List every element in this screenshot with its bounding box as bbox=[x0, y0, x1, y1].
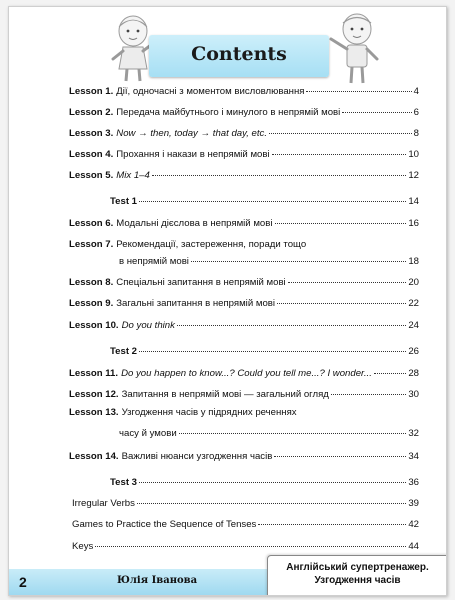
toc-entry-title-continued: в непрямій мові bbox=[119, 256, 189, 267]
toc-entry-label: Lesson 1. bbox=[69, 86, 114, 97]
toc-page-number: 36 bbox=[408, 477, 419, 488]
toc-entry-title: Do you happen to know...? Could you tell me...? I wonder... bbox=[121, 368, 372, 379]
toc-leader-dots bbox=[191, 261, 406, 262]
toc-entry-label: Lesson 5. bbox=[69, 170, 114, 181]
contents-banner bbox=[149, 35, 329, 77]
toc-leader-dots bbox=[272, 154, 407, 155]
page-footer bbox=[9, 562, 446, 595]
toc-entry-label: Lesson 6. bbox=[69, 218, 114, 229]
toc-entry bbox=[69, 170, 419, 182]
toc-leader-dots bbox=[374, 373, 406, 374]
toc-page-number: 32 bbox=[408, 428, 419, 439]
toc-entry-title: Спеціальні запитання в непрямій мові bbox=[116, 277, 286, 288]
toc-entry-label: Lesson 4. bbox=[69, 149, 114, 160]
toc-entry bbox=[69, 519, 419, 531]
toc-page-number: 34 bbox=[408, 451, 419, 462]
toc-entry bbox=[69, 498, 419, 510]
toc-entry-label: Lesson 13. bbox=[69, 407, 119, 418]
toc-entry-title: Прохання і накази в непрямій мові bbox=[116, 149, 270, 160]
book-title-line-2: Узгодження часів bbox=[314, 575, 401, 586]
toc-leader-dots bbox=[137, 503, 406, 504]
toc-leader-dots bbox=[179, 433, 407, 434]
toc-entry-label: Lesson 8. bbox=[69, 277, 114, 288]
toc-leader-dots bbox=[95, 546, 406, 547]
toc-entry-title: Передача майбутнього і минулого в непрямій мові bbox=[116, 107, 341, 118]
boy-figure-icon bbox=[325, 11, 387, 85]
toc-leader-dots bbox=[277, 303, 406, 304]
toc-leader-dots bbox=[331, 394, 406, 395]
toc-page-number: 44 bbox=[408, 541, 419, 552]
toc-page-number: 12 bbox=[408, 170, 419, 181]
toc-entry-title: Keys bbox=[72, 541, 94, 552]
toc-entry-title: Games to Practice the Sequence of Tenses bbox=[72, 519, 257, 530]
toc-leader-dots bbox=[139, 351, 406, 352]
toc-entry bbox=[69, 218, 419, 230]
page-title: Contents bbox=[191, 43, 287, 65]
toc-entry-label: Lesson 9. bbox=[69, 298, 114, 309]
book-page bbox=[8, 6, 447, 596]
toc-entry-title: Узгодження часів у підрядних реченнях bbox=[121, 407, 297, 418]
toc-entry-label: Test 1 bbox=[110, 196, 138, 207]
toc-entry-label: Test 2 bbox=[110, 346, 138, 357]
toc-page-number: 14 bbox=[408, 196, 419, 207]
toc-entry bbox=[69, 277, 419, 289]
page-number: 2 bbox=[19, 574, 27, 590]
toc-test-entry bbox=[110, 196, 419, 208]
toc-page-number: 8 bbox=[413, 128, 419, 139]
toc-leader-dots bbox=[269, 133, 412, 134]
toc-page-number: 20 bbox=[408, 277, 419, 288]
toc-page-number: 42 bbox=[408, 519, 419, 530]
toc-page-number: 30 bbox=[408, 389, 419, 400]
toc-entry-title: Now → then, today → that day, etc. bbox=[116, 128, 267, 139]
toc-entry-continuation bbox=[119, 428, 419, 440]
toc-leader-dots bbox=[152, 175, 406, 176]
book-title-line-1: Англійський супертренажер. bbox=[286, 562, 429, 573]
toc-entry bbox=[69, 298, 419, 310]
toc-page-number: 16 bbox=[408, 218, 419, 229]
toc-entry bbox=[69, 239, 419, 251]
toc-entry bbox=[69, 86, 419, 98]
toc-page-number: 28 bbox=[408, 368, 419, 379]
toc-page-number: 18 bbox=[408, 256, 419, 267]
toc-entry-label: Lesson 12. bbox=[69, 389, 119, 400]
toc-entry bbox=[69, 389, 419, 401]
toc-page-number: 10 bbox=[408, 149, 419, 160]
toc-entry bbox=[69, 541, 419, 553]
toc-entry-title: Mix 1–4 bbox=[116, 170, 150, 181]
toc-leader-dots bbox=[288, 282, 407, 283]
toc-page-number: 22 bbox=[408, 298, 419, 309]
toc-test-entry bbox=[110, 477, 419, 489]
toc-page-number: 39 bbox=[408, 498, 419, 509]
toc-entry-title-continued: часу й умови bbox=[119, 428, 177, 439]
toc-entry-title: Рекомендації, застереження, поради тощо bbox=[116, 239, 307, 250]
author-name: Юлія Іванова bbox=[117, 575, 198, 586]
toc-entry-continuation bbox=[119, 256, 419, 268]
toc-entry-label: Lesson 2. bbox=[69, 107, 114, 118]
toc-leader-dots bbox=[258, 524, 406, 525]
toc-entry-title: Модальні дієслова в непрямій мові bbox=[116, 218, 273, 229]
toc-entry-label: Test 3 bbox=[110, 477, 138, 488]
toc-leader-dots bbox=[177, 325, 406, 326]
toc-leader-dots bbox=[139, 482, 406, 483]
toc-test-entry bbox=[110, 346, 419, 358]
toc-leader-dots bbox=[275, 223, 407, 224]
toc-entry-label: Lesson 7. bbox=[69, 239, 114, 250]
toc-page-number: 24 bbox=[408, 320, 419, 331]
toc-leader-dots bbox=[139, 201, 406, 202]
toc-entry bbox=[69, 149, 419, 161]
toc-leader-dots bbox=[306, 91, 411, 92]
toc-entry-title: Irregular Verbs bbox=[72, 498, 135, 509]
toc-entry-title: Важливі нюанси узгодження часів bbox=[121, 451, 273, 462]
toc-leader-dots bbox=[342, 112, 411, 113]
toc-entry-label: Lesson 3. bbox=[69, 128, 114, 139]
toc-entry-title: Загальні запитання в непрямій мові bbox=[116, 298, 276, 309]
toc-entry-title: Do you think bbox=[121, 320, 175, 331]
toc-entry bbox=[69, 368, 419, 380]
toc-leader-dots bbox=[274, 456, 406, 457]
toc-page-number: 4 bbox=[413, 86, 419, 97]
toc-entry-label: Lesson 10. bbox=[69, 320, 119, 331]
toc-page-number: 6 bbox=[413, 107, 419, 118]
toc-entry bbox=[69, 107, 419, 119]
toc-entry bbox=[69, 320, 419, 332]
toc-entry bbox=[69, 128, 419, 140]
toc-entry-title: Дії, одночасні з моментом висловлювання bbox=[116, 86, 305, 97]
toc-page-number: 26 bbox=[408, 346, 419, 357]
book-title-box bbox=[267, 555, 447, 596]
footer-band bbox=[9, 569, 269, 595]
toc-entry-label: Lesson 14. bbox=[69, 451, 119, 462]
toc-entry-label: Lesson 11. bbox=[69, 368, 119, 379]
toc-entry-title: Запитання в непрямій мові — загальний огляд bbox=[121, 389, 329, 400]
toc-entry bbox=[69, 451, 419, 463]
toc-entry bbox=[69, 407, 419, 419]
